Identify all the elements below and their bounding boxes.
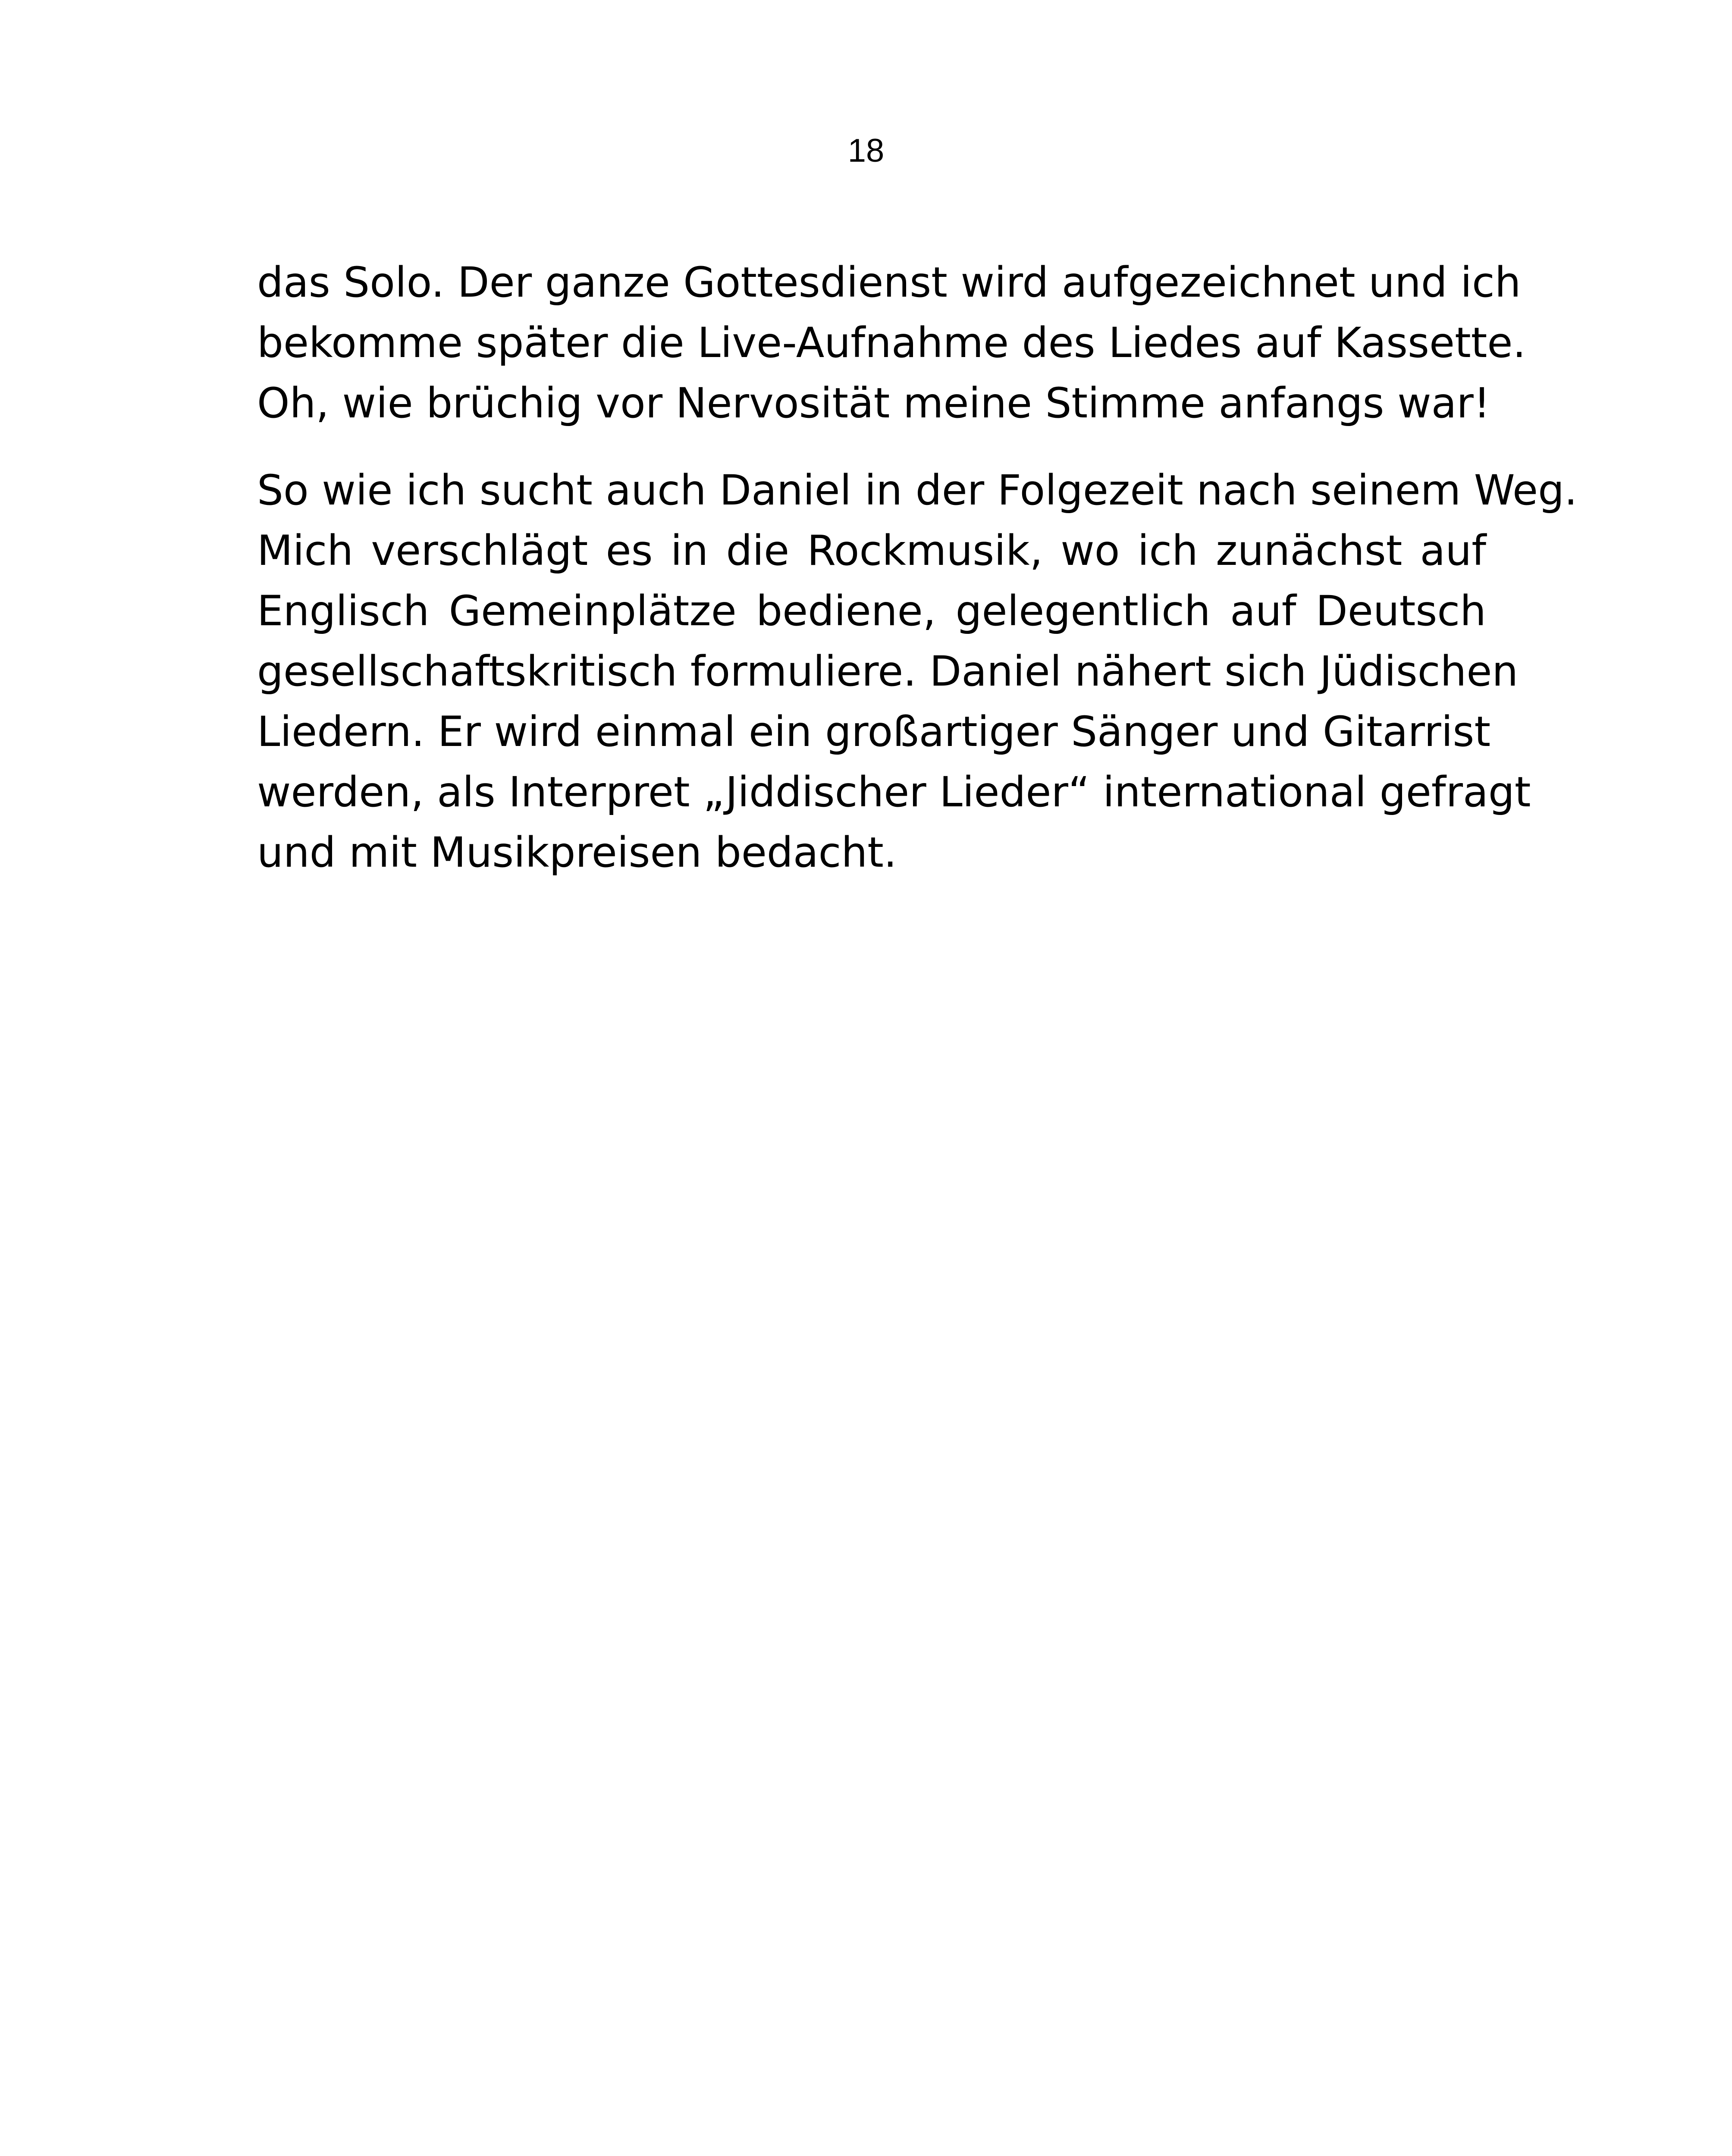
body-text [257,252,1578,883]
page-number: 18 [847,132,885,169]
text-line: Mich verschlägt es in die Rockmusik, wo ich zunächst auf [257,526,1486,575]
text-line: werden, als Interpret „Jiddischer Lieder“ international gefragt [257,768,1531,816]
text-line: Oh, wie brüchig vor Nervosität meine Stimme anfangs war! [257,379,1490,427]
text-line: Liedern. Er wird einmal ein großartiger Sänger und Gitarrist [257,708,1491,756]
text-line: So wie ich sucht auch Daniel in der Folgezeit nach seinem Weg. [257,466,1578,514]
paragraph-1 [257,252,1526,433]
text-line: bekomme später die Live-Aufnahme des Liedes auf Kassette. [257,319,1526,367]
paragraph-spacing [257,433,1486,460]
text-line: gesellschaftskritisch formuliere. Daniel nähert sich Jüdischen [257,647,1519,696]
text-line: das Solo. Der ganze Gottesdienst wird aufgezeichnet und ich [257,258,1521,307]
paragraph-2 [257,460,1578,883]
text-line: und mit Musikpreisen bedacht. [257,828,897,877]
text-line: Englisch Gemeinplätze bediene, gelegentlich auf Deutsch [257,587,1486,635]
